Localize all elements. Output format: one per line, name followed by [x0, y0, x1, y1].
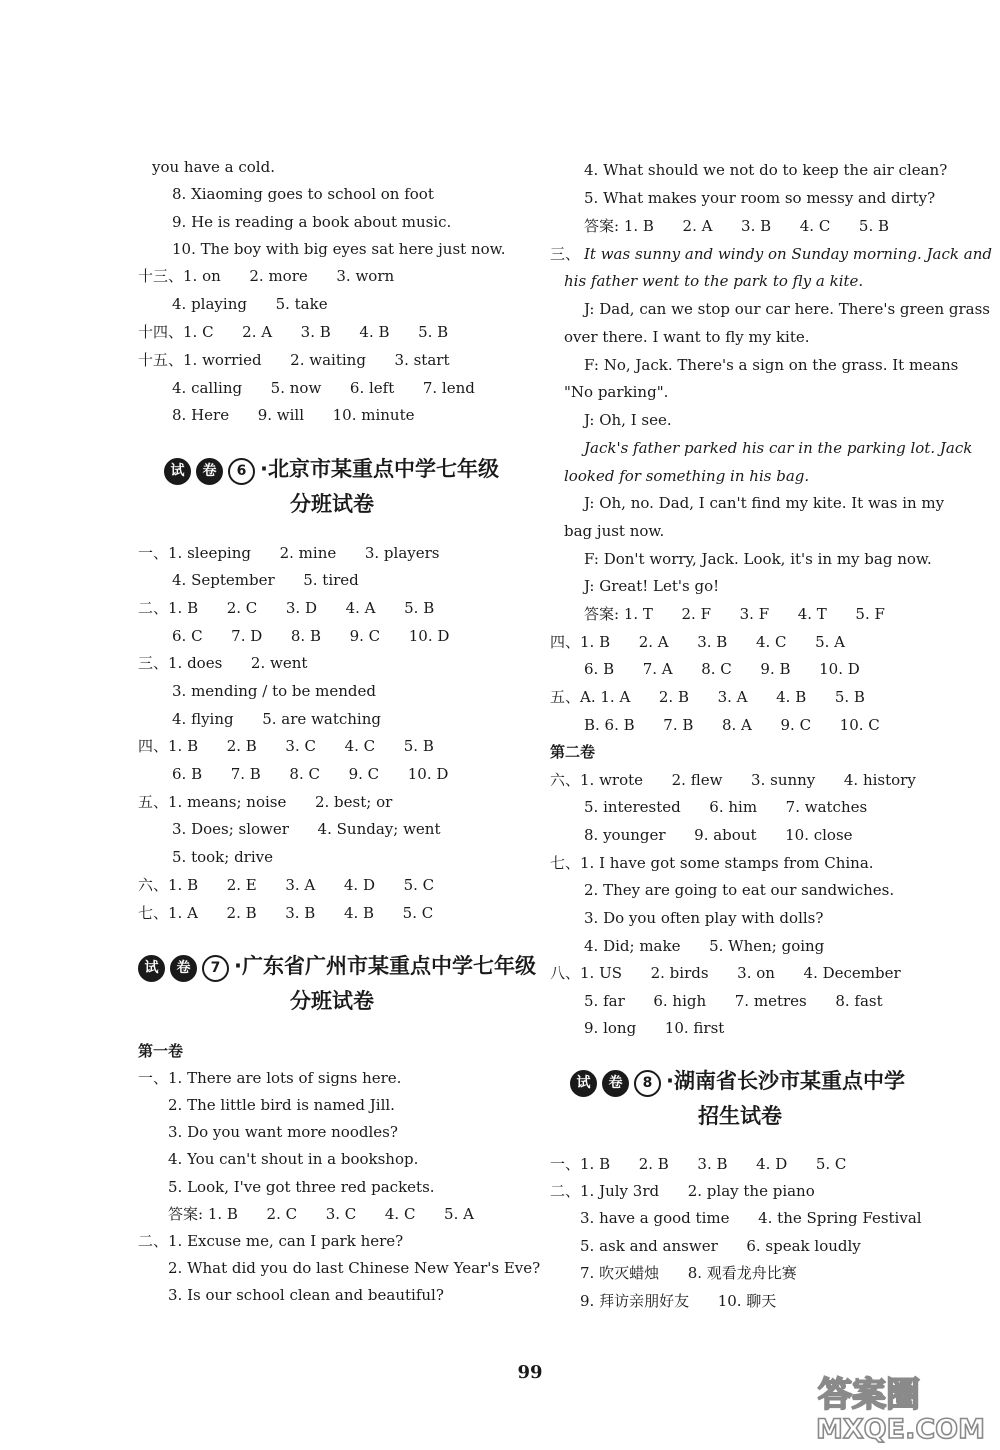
text-line: 一、1. sleeping 2. mine 3. players [138, 544, 440, 562]
text-line: 4. September 5. tired [172, 571, 359, 589]
title-text: ·北京市某重点中学七年级 [260, 457, 499, 481]
text-line: 3. Is our school clean and beautiful? [168, 1286, 444, 1304]
text-line: his father went to the park to fly a kite. [564, 272, 864, 290]
badge-icon: 试 [138, 955, 165, 982]
text-line: B. 6. B 7. B 8. A 9. C 10. C [584, 716, 880, 734]
text-line: 5. Look, I've got three red packets. [168, 1178, 435, 1196]
text-line: 五、A. 1. A 2. B 3. A 4. B 5. B [550, 688, 865, 706]
text-line: over there. I want to fly my kite. [564, 328, 810, 346]
test-number: 8 [634, 1070, 661, 1097]
title-text: ·湖南省长沙市某重点中学 [666, 1069, 905, 1093]
text-line: 9. 拜访亲朋好友 10. 聊天 [580, 1292, 777, 1310]
text-line: 8. Here 9. will 10. minute [172, 406, 415, 424]
watermark-text: 答案圈 [818, 1375, 920, 1415]
text-line: 3. Do you often play with dolls? [584, 909, 824, 927]
text-line: 答案: 1. B 2. C 3. C 4. C 5. A [168, 1205, 474, 1223]
section-subtitle: 分班试卷 [290, 989, 374, 1013]
text-line: 答案: 1. B 2. A 3. B 4. C 5. B [584, 217, 890, 235]
text-line: 五、1. means; noise 2. best; or [138, 793, 393, 811]
text-line: 4. flying 5. are watching [172, 710, 381, 728]
text-line: 3. Do you want more noodles? [168, 1123, 398, 1141]
text-line: 8. younger 9. about 10. close [584, 826, 853, 844]
text-line: 5. far 6. high 7. metres 8. fast [584, 992, 883, 1010]
text-line: 八、1. US 2. birds 3. on 4. December [550, 964, 901, 982]
text-line: 10. The boy with big eyes sat here just now. [172, 240, 506, 258]
text-line: 2. What did you do last Chinese New Year's Eve? [168, 1259, 541, 1277]
text-line: 9. long 10. first [584, 1019, 725, 1037]
text-line: 3. mending / to be mended [172, 682, 377, 700]
watermark-graphic [810, 1366, 988, 1444]
text-line: 十五、1. worried 2. waiting 3. start [138, 351, 450, 369]
text-line: 3. have a good time 4. the Spring Festival [580, 1209, 922, 1227]
part-label: 第二卷 [550, 743, 596, 761]
text-line: 2. They are going to eat our sandwiches. [584, 881, 895, 899]
badge-icon: 试 [164, 458, 191, 485]
text-line: "No parking". [564, 383, 669, 401]
text-line: 4. Did; make 5. When; going [584, 937, 825, 955]
text-line: J: Great! Let's go! [584, 577, 720, 595]
text-line: 七、1. I have got some stamps from China. [550, 854, 874, 872]
text-line: 一、1. There are lots of signs here. [138, 1069, 402, 1087]
text-line: J: Oh, no. Dad, I can't find my kite. It was in my [584, 494, 945, 512]
title-text: ·广东省广州市某重点中学七年级 [234, 954, 536, 978]
text-line: F: No, Jack. There's a sign on the grass. It means [584, 356, 959, 374]
text-line: 四、1. B 2. A 3. B 4. C 5. A [550, 633, 846, 651]
text-line: 5. What makes your room so messy and dirty? [584, 189, 936, 207]
section-title [138, 952, 536, 982]
text-line: 六、1. B 2. E 3. A 4. D 5. C [138, 876, 435, 894]
text-line: 十四、1. C 2. A 3. B 4. B 5. B [138, 323, 449, 341]
question-number: 三、 [550, 245, 581, 263]
text-line: 三、1. does 2. went [138, 654, 308, 672]
section-subtitle: 招生试卷 [698, 1104, 782, 1128]
text-line: 六、1. wrote 2. flew 3. sunny 4. history [550, 771, 916, 789]
part-label: 第一卷 [138, 1042, 184, 1060]
text-line: 七、1. A 2. B 3. B 4. B 5. C [138, 904, 434, 922]
text-line: It was sunny and windy on Sunday morning. Jack and [584, 245, 992, 263]
text-line: bag just now. [564, 522, 665, 540]
badge-icon: 卷 [170, 955, 197, 982]
section-title [164, 455, 499, 485]
text-line: looked for something in his bag. [564, 467, 810, 485]
text-line: Jack's father parked his car in the parking lot. Jack [584, 439, 973, 457]
page-number: 99 [517, 1362, 543, 1383]
text-line: 4. You can't shout in a bookshop. [168, 1150, 419, 1168]
badge-icon: 试 [570, 1070, 597, 1097]
text-line: 3. Does; slower 4. Sunday; went [172, 820, 441, 838]
section-title [570, 1067, 905, 1097]
text-line: 5. took; drive [172, 848, 274, 866]
text-line: 二、1. B 2. C 3. D 4. A 5. B [138, 599, 435, 617]
badge-icon: 卷 [602, 1070, 629, 1097]
section-subtitle: 分班试卷 [290, 492, 374, 516]
text-line: 2. The little bird is named Jill. [168, 1096, 395, 1114]
text-line: 7. 吹灭蜡烛 8. 观看龙舟比赛 [580, 1264, 797, 1282]
text-line: F: Don't worry, Jack. Look, it's in my bag now. [584, 550, 932, 568]
text-line: 8. Xiaoming goes to school on foot [172, 185, 434, 203]
text-line: 9. He is reading a book about music. [172, 213, 452, 231]
test-number: 6 [228, 458, 255, 485]
text-line: 四、1. B 2. B 3. C 4. C 5. B [138, 737, 434, 755]
text-line: 4. calling 5. now 6. left 7. lend [172, 379, 475, 397]
text-line: 6. B 7. A 8. C 9. B 10. D [584, 660, 860, 678]
text-line: J: Oh, I see. [584, 411, 672, 429]
text-line: 6. B 7. B 8. C 9. C 10. D [172, 765, 449, 783]
test-number: 7 [202, 955, 229, 982]
text-line: 二、1. Excuse me, can I park here? [138, 1232, 404, 1250]
text-line: 二、1. July 3rd 2. play the piano [550, 1182, 815, 1200]
text-line: 5. interested 6. him 7. watches [584, 798, 868, 816]
watermark-logo [810, 1366, 988, 1444]
text-line: 十三、1. on 2. more 3. worn [138, 267, 395, 285]
text-line: 答案: 1. T 2. F 3. F 4. T 5. F [584, 605, 885, 623]
watermark-url: MXQE.COM [816, 1414, 985, 1444]
text-line: J: Dad, can we stop our car here. There's green grass [584, 300, 990, 318]
text-line: 一、1. B 2. B 3. B 4. D 5. C [550, 1155, 847, 1173]
text-line: you have a cold. [152, 158, 275, 176]
text-line: 5. ask and answer 6. speak loudly [580, 1237, 861, 1255]
text-line: 4. playing 5. take [172, 295, 328, 313]
text-line: 4. What should we not do to keep the air clean? [584, 161, 948, 179]
text-line: 6. C 7. D 8. B 9. C 10. D [172, 627, 450, 645]
badge-icon: 卷 [196, 458, 223, 485]
